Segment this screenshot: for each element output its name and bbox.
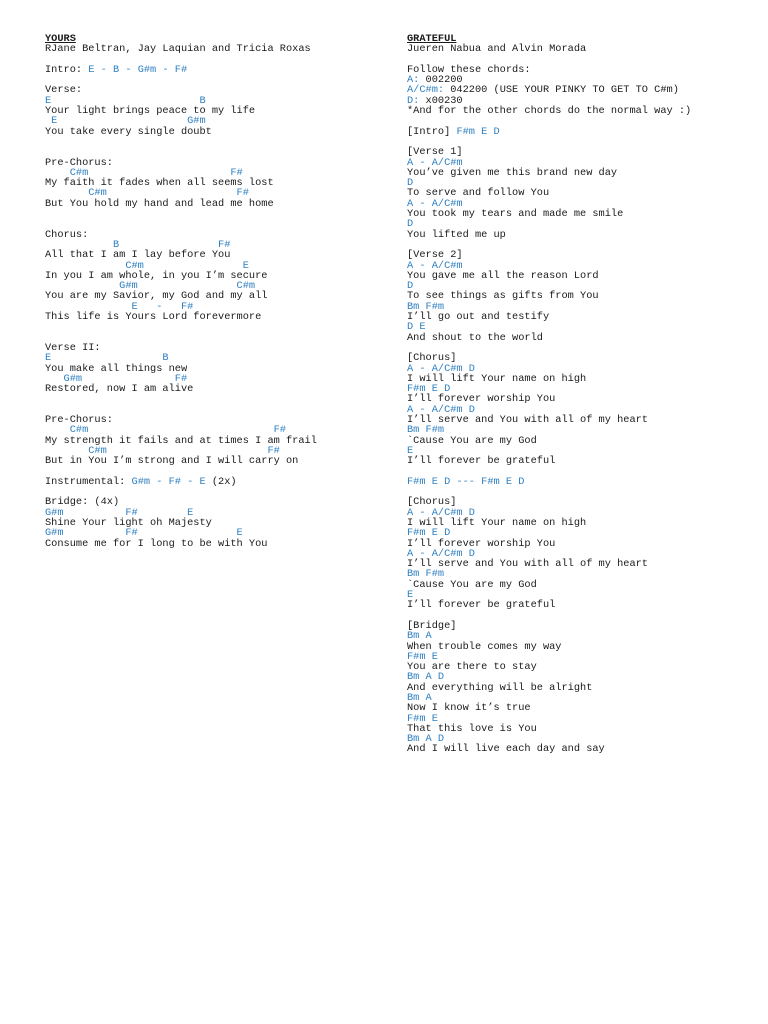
blank-line — [45, 75, 395, 85]
blank-line — [45, 209, 395, 219]
chord-line: D — [407, 177, 414, 190]
chord-line: A - A/C#m D — [407, 362, 475, 375]
lyric-line: Verse: — [45, 84, 83, 97]
lyric-line: And shout to the world — [407, 331, 543, 344]
chord-line: A - A/C#m D — [407, 547, 475, 560]
lyric-line: Your light brings peace to my life — [45, 105, 256, 118]
chord-line: E - F# — [45, 300, 194, 313]
lyric-line: But You hold my hand and lead me home — [45, 197, 274, 210]
chord-line: D — [407, 218, 414, 231]
lyric-line: That this love is You — [407, 722, 537, 735]
lyric-line: Restored, now I am alive — [45, 383, 194, 396]
song-authors: Jueren Nabua and Alvin Morada — [407, 43, 587, 56]
lyric-line: `Cause You are my God — [407, 578, 537, 591]
chord-line: E B — [45, 94, 206, 107]
song-body — [45, 55, 395, 549]
lyric-line: This life is Yours Lord forevermore — [45, 311, 262, 324]
lyric-line: When trouble comes my way — [407, 640, 562, 653]
lyric-line: Shine Your light oh Majesty — [45, 516, 212, 529]
chord-line: F#m E — [407, 712, 438, 725]
chord-line: Bm F#m — [407, 300, 445, 313]
chord-line: C#m F# — [45, 187, 249, 200]
chord-line: F#m E D — [407, 527, 451, 540]
song-title: GRATEFUL — [407, 33, 457, 45]
lyric-line: Chorus: — [45, 228, 89, 241]
lyric-line — [45, 477, 395, 487]
chord-line: D E — [407, 321, 426, 334]
lyric-line: Consume me for I long to be with You — [45, 537, 268, 550]
lyric-line: Verse II: — [45, 341, 101, 354]
lyric-line: I’ll serve and You with all of my heart — [407, 558, 648, 571]
lyric-line: *And for the other chords do the normal way :) — [407, 105, 692, 118]
lyric-line: [Verse 2] — [407, 249, 463, 262]
song-column-yours — [45, 34, 395, 549]
blank-line — [407, 611, 757, 621]
lyric-line: You are my Savior, my God and my all — [45, 290, 268, 303]
label-text: 002200 — [419, 74, 463, 87]
blank-line — [407, 487, 757, 497]
lyric-line: You take every single doubt — [45, 125, 212, 138]
lyric-line: `Cause You are my God — [407, 434, 537, 447]
lyric-line: All that I am I lay before You — [45, 249, 231, 262]
chord-text: A/C#m: — [407, 84, 445, 97]
chord-text: D: — [407, 94, 420, 107]
lyric-line: And I will live each day and say — [407, 743, 605, 756]
chord-line: A - A/C#m D — [407, 506, 475, 519]
lyric-line: Follow these chords: — [407, 63, 531, 76]
lyric-line: You took my tears and made me smile — [407, 208, 624, 221]
chord-text: G#m - F# - E — [131, 475, 206, 488]
chord-line: A - A/C#m — [407, 197, 463, 210]
chord-line: F#m E D — [407, 383, 451, 396]
chord-text: A: — [407, 74, 420, 87]
lyric-line: Bridge: (4x) — [45, 496, 120, 509]
chord-line: G#m F# — [45, 372, 188, 385]
lyric-line: I will lift Your name on high — [407, 516, 587, 529]
lyric-line: I’ll forever be grateful — [407, 599, 556, 612]
label-text: x00230 — [419, 94, 463, 107]
blank-line — [45, 322, 395, 332]
lyric-line: You lifted me up — [407, 228, 506, 241]
chord-line: E — [407, 444, 414, 457]
chord-line: G#m F# E — [45, 506, 194, 519]
song-body — [407, 55, 757, 755]
lyric-line: And everything will be alright — [407, 681, 593, 694]
chord-line: Bm A D — [407, 671, 445, 684]
lyric-line: Pre-Chorus: — [45, 156, 113, 169]
lyric-line: You’ve given me this brand new day — [407, 166, 618, 179]
lyric-line: In you I am whole, in you I’m secure — [45, 269, 268, 282]
chord-line: E B — [45, 352, 169, 365]
lyric-line: I’ll go out and testify — [407, 311, 550, 324]
lyric-line: I’ll forever be grateful — [407, 455, 556, 468]
chord-line: A - A/C#m D — [407, 403, 475, 416]
blank-line — [45, 137, 395, 147]
chord-line: C#m F# — [45, 166, 243, 179]
chord-line: Bm F#m — [407, 424, 445, 437]
chord-line: C#m F# — [45, 424, 286, 437]
chord-line: A - A/C#m — [407, 156, 463, 169]
chord-line: Bm A D — [407, 733, 445, 746]
lyric-line: You make all things new — [45, 362, 188, 375]
song-title: YOURS — [45, 33, 76, 45]
lyric-line — [407, 127, 757, 137]
label-text: Intro: — [45, 63, 89, 76]
chord-line: A - A/C#m — [407, 259, 463, 272]
lyric-line: I will lift Your name on high — [407, 372, 587, 385]
song-column-grateful — [407, 34, 757, 755]
chord-line: C#m E — [45, 259, 249, 272]
lyric-line: [Chorus] — [407, 496, 457, 509]
lyric-line: [Verse 1] — [407, 146, 463, 159]
lyric-line: My strength it fails and at times I am frail — [45, 434, 317, 447]
lyric-line: My faith it fades when all seems lost — [45, 177, 274, 190]
blank-line — [45, 394, 395, 404]
chord-line: Bm A — [407, 630, 432, 643]
lyric-line: I’ll forever worship You — [407, 537, 556, 550]
chord-line: D — [407, 280, 414, 293]
lyric-line: You gave me all the reason Lord — [407, 269, 599, 282]
lyric-line — [45, 65, 395, 75]
label-text: Instrumental: — [45, 475, 132, 488]
lyric-line: [Bridge] — [407, 619, 457, 632]
chord-line: B F# — [45, 238, 231, 251]
blank-line — [407, 343, 757, 353]
label-text: (2x) — [205, 475, 237, 488]
chord-text: E - B - G#m - F# — [88, 63, 188, 76]
chord-line: F#m E — [407, 650, 438, 663]
chord-line: Bm F#m — [407, 568, 445, 581]
chord-line: F#m E D --- F#m E D — [407, 475, 525, 488]
lyric-line: To serve and follow You — [407, 187, 550, 200]
lyric-line: Pre-Chorus: — [45, 413, 113, 426]
chord-line: G#m F# E — [45, 527, 243, 540]
lyric-line: I’ll forever worship You — [407, 393, 556, 406]
lyric-line: You are there to stay — [407, 661, 537, 674]
lyric-line: Now I know it’s true — [407, 702, 531, 715]
lyric-line: To see things as gifts from You — [407, 290, 599, 303]
chord-text: F#m E D — [456, 125, 500, 138]
label-text: [Intro] — [407, 125, 457, 138]
chord-line: G#m C#m — [45, 280, 256, 293]
chord-line: Bm A — [407, 692, 432, 704]
lyric-line: [Chorus] — [407, 352, 457, 365]
chord-line: E — [407, 589, 414, 602]
chord-line: E G#m — [45, 115, 206, 128]
chord-line: C#m F# — [45, 444, 280, 457]
label-text: 042200 (USE YOUR PINKY TO GET TO C#m) — [444, 84, 679, 97]
lyric-line: But in You I’m strong and I will carry on — [45, 455, 299, 468]
blank-line — [45, 219, 395, 229]
lyric-line: I’ll serve and You with all of my heart — [407, 413, 648, 426]
song-authors: RJane Beltran, Jay Laquian and Tricia Roxas — [45, 43, 311, 56]
